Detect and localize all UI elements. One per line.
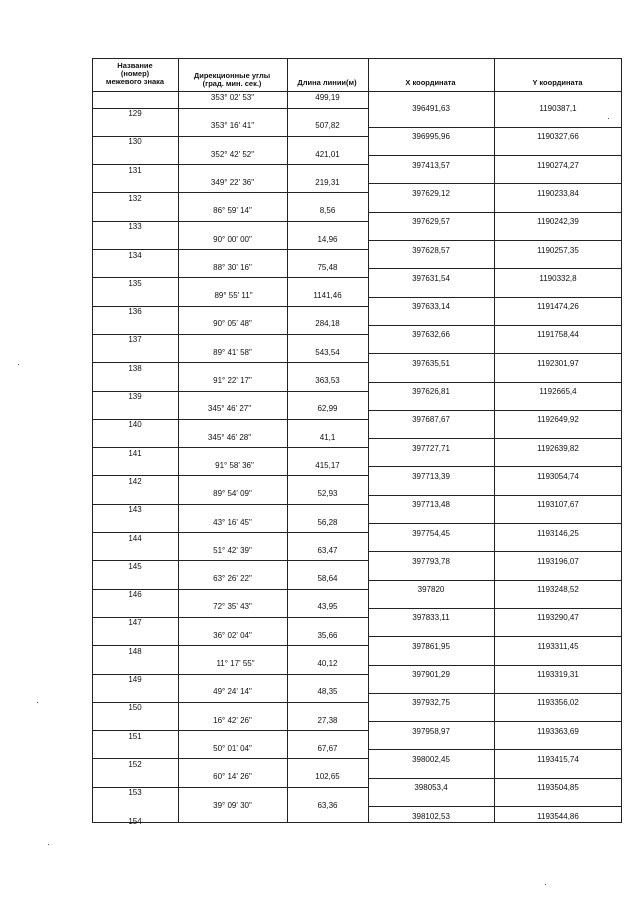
header-rule xyxy=(92,91,622,92)
x-coordinate: 398053,4 xyxy=(414,783,448,792)
row-rule xyxy=(92,277,368,278)
y-coordinate: 1190257,35 xyxy=(537,246,579,255)
line-length: 421,01 xyxy=(315,150,340,159)
row-rule xyxy=(92,645,368,646)
point-name: 150 xyxy=(128,703,142,712)
point-name: 140 xyxy=(128,420,142,429)
row-rule xyxy=(368,410,622,411)
direction-angle: 353° 02' 53" xyxy=(210,93,255,102)
line-length: 41,1 xyxy=(319,433,336,442)
y-coordinate: 1193146,25 xyxy=(537,529,579,538)
row-rule xyxy=(368,353,622,354)
scan-speck xyxy=(608,118,609,119)
row-rule xyxy=(368,693,622,694)
direction-angle: 91° 22' 17" xyxy=(213,376,252,385)
direction-angle: 345° 46' 28" xyxy=(207,433,252,442)
header-line-length: Длина линии(м) xyxy=(297,78,357,87)
direction-angle: 90° 05' 48" xyxy=(213,319,252,328)
row-rule xyxy=(368,325,622,326)
x-coordinate: 397626,81 xyxy=(412,387,450,396)
line-length: 56,28 xyxy=(317,518,338,527)
y-coordinate: 1192665,4 xyxy=(539,387,577,396)
point-name: 132 xyxy=(128,194,142,203)
x-coordinate: 397687,67 xyxy=(412,415,450,424)
point-name: 138 xyxy=(128,364,142,373)
direction-angle: 349° 22' 36" xyxy=(210,178,255,187)
y-coordinate: 1192639,82 xyxy=(537,444,579,453)
row-rule xyxy=(368,212,622,213)
point-name: 133 xyxy=(128,222,142,231)
y-coordinate: 1193544,86 xyxy=(537,812,579,821)
x-coordinate: 396491,63 xyxy=(412,104,450,113)
point-name: 145 xyxy=(128,562,142,571)
direction-angle: 89° 41' 58" xyxy=(213,348,252,357)
x-coordinate: 397713,48 xyxy=(412,500,450,509)
x-coordinate: 397901,29 xyxy=(412,670,450,679)
row-rule xyxy=(368,155,622,156)
line-length: 40,12 xyxy=(317,659,338,668)
row-rule xyxy=(368,297,622,298)
x-coordinate: 397932,75 xyxy=(412,698,450,707)
x-coordinate: 396995,96 xyxy=(412,132,450,141)
line-length: 58,64 xyxy=(317,574,338,583)
line-length: 102,65 xyxy=(315,772,340,781)
y-coordinate: 1190327,66 xyxy=(537,132,579,141)
row-rule xyxy=(368,608,622,609)
row-rule xyxy=(368,523,622,524)
y-coordinate: 1190274,27 xyxy=(537,161,579,170)
point-name: 149 xyxy=(128,675,142,684)
line-length: 8,56 xyxy=(319,206,336,215)
x-coordinate: 397633,14 xyxy=(412,302,450,311)
x-coordinate: 397629,57 xyxy=(412,217,450,226)
point-name: 152 xyxy=(128,760,142,769)
row-rule xyxy=(368,806,622,807)
line-length: 75,48 xyxy=(317,263,338,272)
row-rule xyxy=(368,580,622,581)
point-name: 139 xyxy=(128,392,142,401)
x-coordinate: 397727,71 xyxy=(412,444,450,453)
x-coordinate: 397958,97 xyxy=(412,727,450,736)
y-coordinate: 1193290,47 xyxy=(537,613,579,622)
line-length: 63,47 xyxy=(317,546,338,555)
line-length: 219,31 xyxy=(315,178,340,187)
x-coordinate: 397413,57 xyxy=(412,161,450,170)
point-name: 135 xyxy=(128,279,142,288)
row-rule xyxy=(92,730,368,731)
direction-angle: 11° 17' 55" xyxy=(216,659,255,668)
line-length: 543,54 xyxy=(315,348,340,357)
direction-angle: 89° 54' 09" xyxy=(213,489,252,498)
line-length: 63,36 xyxy=(317,801,338,810)
direction-angle: 89° 55' 11" xyxy=(214,291,253,300)
point-name: 154 xyxy=(128,817,142,826)
scan-speck xyxy=(18,364,19,365)
point-name: 142 xyxy=(128,477,142,486)
direction-angle: 60° 14' 26" xyxy=(213,772,252,781)
header-point-name: Название (номер) межевого знака xyxy=(105,61,165,86)
point-name: 146 xyxy=(128,590,142,599)
direction-angle: 88° 30' 16" xyxy=(213,263,252,272)
direction-angle: 72° 35' 43" xyxy=(213,602,252,611)
line-length: 14,96 xyxy=(317,235,338,244)
y-coordinate: 1193415,74 xyxy=(537,755,579,764)
point-name: 137 xyxy=(128,335,142,344)
row-rule xyxy=(92,758,368,759)
y-coordinate: 1193107,67 xyxy=(537,500,579,509)
x-coordinate: 397632,66 xyxy=(412,330,450,339)
scan-speck xyxy=(37,702,38,703)
y-coordinate: 1192301,97 xyxy=(537,359,579,368)
row-rule xyxy=(368,268,622,269)
x-coordinate: 397631,54 xyxy=(412,274,450,283)
row-rule xyxy=(368,240,622,241)
x-coordinate: 398102,53 xyxy=(412,812,450,821)
y-coordinate: 1193054,74 xyxy=(537,472,579,481)
row-rule xyxy=(92,362,368,363)
y-coordinate: 1193311,45 xyxy=(537,642,579,651)
x-coordinate: 397820 xyxy=(417,585,445,594)
row-rule xyxy=(368,778,622,779)
point-name: 148 xyxy=(128,647,142,656)
y-coordinate: 1190387,1 xyxy=(539,104,577,113)
direction-angle: 49° 24' 14" xyxy=(213,687,252,696)
row-rule xyxy=(368,183,622,184)
direction-angle: 39° 09' 30" xyxy=(213,801,252,810)
y-coordinate: 1191758,44 xyxy=(537,330,579,339)
point-name: 147 xyxy=(128,618,142,627)
direction-angle: 90° 00' 00" xyxy=(213,235,252,244)
direction-angle: 51° 42' 39" xyxy=(213,546,252,555)
direction-angle: 91° 58' 36" xyxy=(215,461,254,470)
scan-speck xyxy=(48,844,49,845)
column-divider xyxy=(368,58,369,823)
point-name: 153 xyxy=(128,788,142,797)
direction-angle: 353° 16' 41" xyxy=(210,121,255,130)
row-rule xyxy=(368,665,622,666)
row-rule xyxy=(92,475,368,476)
x-coordinate: 397629,12 xyxy=(412,189,450,198)
x-coordinate: 398002,45 xyxy=(412,755,450,764)
point-name: 130 xyxy=(128,137,142,146)
point-name: 131 xyxy=(128,166,142,175)
line-length: 284,18 xyxy=(315,319,340,328)
point-name: 144 xyxy=(128,534,142,543)
row-rule xyxy=(368,721,622,722)
header-x-coordinate: X координата xyxy=(405,78,456,87)
line-length: 43,95 xyxy=(317,602,338,611)
direction-angle: 16° 42' 26" xyxy=(213,716,252,725)
line-length: 1141,46 xyxy=(313,291,342,300)
direction-angle: 43° 16' 45" xyxy=(213,518,252,527)
point-name: 143 xyxy=(128,505,142,514)
point-name: 141 xyxy=(128,449,142,458)
y-coordinate: 1190233,84 xyxy=(537,189,579,198)
header-y-coordinate: Y координата xyxy=(532,78,583,87)
y-coordinate: 1193319,31 xyxy=(537,670,579,679)
row-rule xyxy=(92,560,368,561)
row-rule xyxy=(368,466,622,467)
y-coordinate: 1193356,02 xyxy=(537,698,579,707)
point-name: 129 xyxy=(128,109,142,118)
x-coordinate: 397628,57 xyxy=(412,246,450,255)
line-length: 27,38 xyxy=(317,716,338,725)
y-coordinate: 1193504,85 xyxy=(537,783,579,792)
row-rule xyxy=(92,164,368,165)
x-coordinate: 397635,51 xyxy=(412,359,450,368)
direction-angle: 86° 59' 14" xyxy=(213,206,252,215)
x-coordinate: 397754,45 xyxy=(412,529,450,538)
row-rule xyxy=(368,495,622,496)
row-rule xyxy=(92,447,368,448)
y-coordinate: 1193196,07 xyxy=(537,557,579,566)
line-length: 415,17 xyxy=(315,461,340,470)
y-coordinate: 1191474,26 xyxy=(537,302,579,311)
point-name: 134 xyxy=(128,251,142,260)
y-coordinate: 1192649,92 xyxy=(537,415,579,424)
y-coordinate: 1190332,8 xyxy=(539,274,577,283)
line-length: 499,19 xyxy=(315,93,340,102)
direction-angle: 50° 01' 04" xyxy=(213,744,252,753)
direction-angle: 352° 42' 52" xyxy=(210,150,255,159)
point-name: 151 xyxy=(128,732,142,741)
line-length: 35,66 xyxy=(317,631,338,640)
row-rule xyxy=(368,551,622,552)
row-rule xyxy=(92,192,368,193)
row-rule xyxy=(368,438,622,439)
direction-angle: 63° 26' 22" xyxy=(213,574,252,583)
direction-angle: 36° 02' 04" xyxy=(213,631,252,640)
line-length: 67,67 xyxy=(317,744,338,753)
row-rule xyxy=(368,636,622,637)
header-direction-angles: Дирекционные углы (град. мин. сек.) xyxy=(193,71,271,88)
x-coordinate: 397833,11 xyxy=(412,613,450,622)
x-coordinate: 397713,39 xyxy=(412,472,450,481)
row-rule xyxy=(368,127,622,128)
line-length: 507,82 xyxy=(315,121,340,130)
point-name: 136 xyxy=(128,307,142,316)
line-length: 52,93 xyxy=(317,489,338,498)
y-coordinate: 1190242,39 xyxy=(537,217,579,226)
row-rule xyxy=(92,249,368,250)
scan-speck xyxy=(545,884,546,885)
x-coordinate: 397861,95 xyxy=(412,642,450,651)
row-rule xyxy=(368,382,622,383)
y-coordinate: 1193363,69 xyxy=(537,727,579,736)
column-divider xyxy=(494,58,495,823)
x-coordinate: 397793,78 xyxy=(412,557,450,566)
y-coordinate: 1193248,52 xyxy=(537,585,579,594)
line-length: 363,53 xyxy=(315,376,340,385)
direction-angle: 345° 46' 27" xyxy=(207,404,252,413)
line-length: 62,99 xyxy=(317,404,338,413)
line-length: 48,35 xyxy=(317,687,338,696)
row-rule xyxy=(92,532,368,533)
row-rule xyxy=(368,749,622,750)
